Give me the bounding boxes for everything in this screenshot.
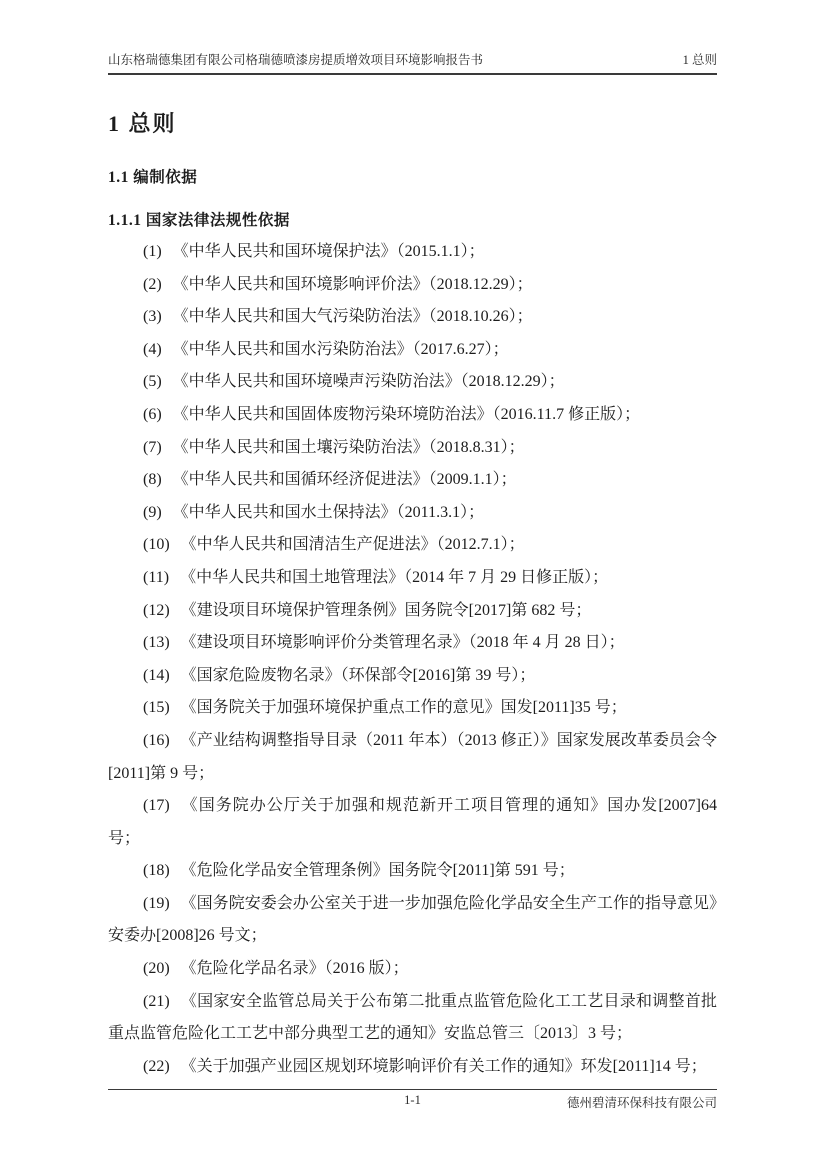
page-content <box>108 71 717 1083</box>
list-item <box>108 953 717 986</box>
page-number: 1-1 <box>404 1093 421 1107</box>
item-text: 《中华人民共和国固体废物污染环境防治法》（2016.11.7 修正版）； <box>172 405 641 423</box>
item-number: (1) <box>143 243 162 260</box>
item-text: 《中华人民共和国环境影响评价法》（2018.12.29）； <box>172 275 533 293</box>
item-number: (5) <box>143 373 162 391</box>
item-text: 《危险化学品安全管理条例》国务院令[2011]第 591 号； <box>180 862 575 880</box>
item-number: (14) <box>143 666 170 684</box>
item-number: (17) <box>143 797 170 815</box>
item-number: (15) <box>143 699 170 717</box>
list-item <box>108 529 717 562</box>
list-item <box>108 269 717 302</box>
list-item <box>108 725 717 790</box>
item-number: (16) <box>143 731 170 749</box>
item-number: (13) <box>143 634 170 652</box>
item-text: 《中华人民共和国环境保护法》（2015.1.1）； <box>172 243 485 260</box>
list-item <box>108 986 717 1051</box>
item-number: (6) <box>143 405 162 423</box>
item-text: 《中华人民共和国清洁生产促进法》（2012.7.1）； <box>180 536 525 554</box>
list-item <box>108 366 717 399</box>
item-text: 《中华人民共和国水污染防治法》（2017.6.27）； <box>172 340 509 358</box>
item-number: (4) <box>143 340 162 358</box>
item-number: (2) <box>143 275 162 293</box>
item-number: (19) <box>143 894 170 912</box>
item-number: (22) <box>143 1057 170 1075</box>
item-text: 《建设项目环境影响评价分类管理名录》（2018 年 4 月 28 日）； <box>180 634 625 652</box>
list-item <box>108 301 717 334</box>
item-number: (9) <box>143 503 162 521</box>
item-number: (21) <box>143 992 170 1010</box>
list-item <box>108 888 717 953</box>
item-text: 《国务院办公厅关于加强和规范新开工项目管理的通知》国办发[2007]64 号； <box>108 797 717 847</box>
header-document-title: 山东格瑞德集团有限公司格瑞德喷漆房提质增效项目环境影响报告书 <box>108 53 484 67</box>
list-item <box>108 660 717 693</box>
item-number: (7) <box>143 438 162 456</box>
item-number: (12) <box>143 601 170 619</box>
item-text: 《危险化学品名录》（2016 版）； <box>180 960 409 978</box>
subsection-heading: 1.1.1 国家法律法规性依据 <box>108 212 290 229</box>
item-number: (10) <box>143 536 170 554</box>
list-item <box>108 595 717 628</box>
list-item <box>108 432 717 465</box>
item-text: 《建设项目环境保护管理条例》国务院令[2017]第 682 号； <box>180 601 592 619</box>
list-item <box>108 790 717 855</box>
item-text: 《国务院关于加强环境保护重点工作的意见》国发[2011]35 号； <box>180 699 627 717</box>
item-text: 《中华人民共和国循环经济促进法》（2009.1.1）； <box>172 471 517 489</box>
item-text: 《中华人民共和国土地管理法》（2014 年 7 月 29 日修正版）； <box>180 568 609 586</box>
item-number: (11) <box>143 568 170 586</box>
header-chapter-label: 1 总则 <box>682 53 717 67</box>
legal-basis-list <box>108 236 717 1083</box>
footer-company-name: 德州碧清环保科技有限公司 <box>566 1096 717 1110</box>
item-text: 《国务院安委会办公室关于进一步加强危险化学品安全生产工作的指导意见》安委办[2008]26 号文； <box>108 894 717 945</box>
item-text: 《中华人民共和国土壤污染防治法》（2018.8.31）； <box>172 438 525 456</box>
list-item <box>108 1051 717 1084</box>
list-item <box>108 692 717 725</box>
item-number: (3) <box>143 308 162 326</box>
chapter-title: 1 总则 <box>108 111 177 136</box>
section-heading: 1.1 编制依据 <box>108 169 198 186</box>
item-text: 《关于加强产业园区规划环境影响评价有关工作的通知》环发[2011]14 号； <box>180 1057 707 1075</box>
list-item <box>108 464 717 497</box>
item-text: 《中华人民共和国大气污染防治法》（2018.10.26）； <box>172 308 533 326</box>
list-item <box>108 855 717 888</box>
page-footer <box>108 1089 717 1114</box>
item-text: 《中华人民共和国环境噪声污染防治法》（2018.12.29）； <box>172 373 565 391</box>
item-number: (20) <box>143 960 170 978</box>
list-item <box>108 497 717 530</box>
item-text: 《国家安全监管总局关于公布第二批重点监管危险化工工艺目录和调整首批重点监管危险化工工艺中部分典型工艺的通知》安监总管三〔2013〕3 号； <box>108 992 717 1043</box>
item-text: 《中华人民共和国水土保持法》（2011.3.1）； <box>172 503 485 521</box>
item-text: 《国家危险废物名录》（环保部令[2016]第 39 号）； <box>180 666 536 684</box>
list-item <box>108 562 717 595</box>
item-number: (18) <box>143 862 170 880</box>
item-number: (8) <box>143 471 162 489</box>
item-text: 《产业结构调整指导目录（2011 年本）（2013 修正）》国家发展改革委员会令[2011]第 9 号； <box>108 731 717 782</box>
list-item <box>108 236 717 269</box>
list-item <box>108 334 717 367</box>
list-item <box>108 627 717 660</box>
list-item <box>108 399 717 432</box>
